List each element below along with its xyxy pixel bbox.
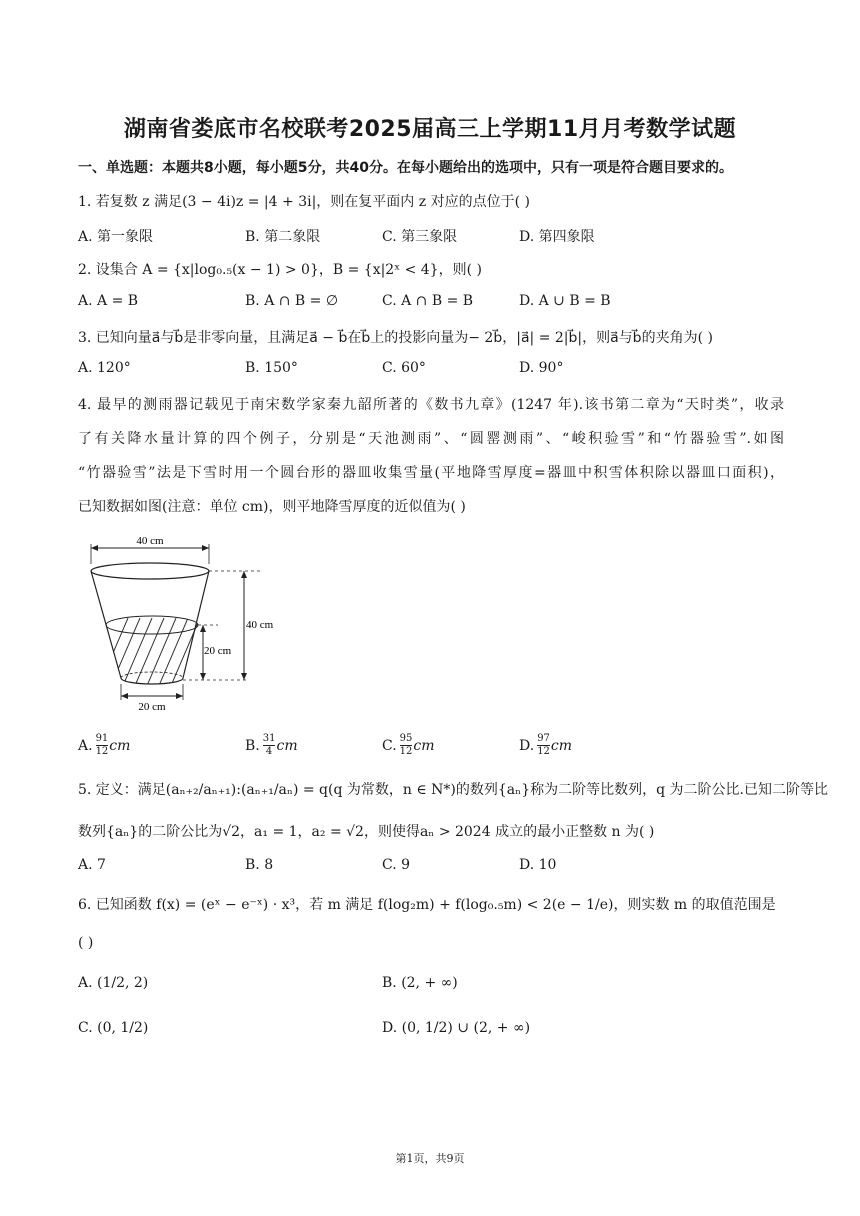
fraction xyxy=(263,733,276,758)
q5-option-a: A. 7 xyxy=(78,857,106,873)
question-3-stem: 3. 已知向量a⃗与b⃗是非零向量，且满足a⃗ − b⃗在b⃗上的投影向量为− 2b⃗，|a⃗| = 2|b⃗|，则a⃗与b⃗的夹角为( ) xyxy=(78,330,713,346)
fraction-numerator: 95 xyxy=(399,733,413,744)
option-letter: A. xyxy=(78,737,93,754)
fraction xyxy=(537,733,550,758)
question-2-stem: 2. 设集合 A = {x|log₀.₅(x − 1) > 0}，B = {x|2ˣ < 4}，则( ) xyxy=(78,262,482,278)
height-label: 40 cm xyxy=(246,619,274,631)
question-4-stem-line-4: 已知数据如图(注意：单位 cm)，则平地降雪厚度的近似值为( ) xyxy=(78,499,466,515)
question-1-stem: 1. 若复数 z 满足(3 − 4i)z = |4 + 3i|，则在复平面内 z 对应的点位于( ) xyxy=(78,194,530,210)
option-letter: B. xyxy=(245,737,260,754)
q1-option-c: C. 第三象限 xyxy=(382,229,458,245)
snow-depth-label: 20 cm xyxy=(204,645,232,657)
q4-option-b xyxy=(245,733,298,758)
question-4-stem-line-1: 4. 最早的测雨器记载见于南宋数学家秦九韶所著的《数书九章》(1247 年).该书第二章为“天时类”，收录 xyxy=(78,397,784,413)
page-footer: 第1页，共9页 xyxy=(395,1152,465,1165)
q3-option-a: A. 120° xyxy=(78,360,131,376)
option-letter: D. xyxy=(519,737,535,754)
q1-option-d: D. 第四象限 xyxy=(519,229,595,245)
q5-option-b: B. 8 xyxy=(245,857,274,873)
q4-option-c xyxy=(382,733,435,758)
q5-option-c: C. 9 xyxy=(382,857,411,873)
bucket-rim xyxy=(91,563,209,579)
page-title: 湖南省娄底市名校联考2025届高三上学期11月月考数学试题 xyxy=(123,117,737,142)
q1-option-a: A. 第一象限 xyxy=(78,229,154,245)
question-4-stem-line-3: “竹器验雪”法是下雪时用一个圆台形的器皿收集雪量(平地降雪厚度=器皿中积雪体积除以器皿口面积)， xyxy=(78,465,784,481)
fraction-denominator: 4 xyxy=(263,745,276,758)
question-4-stem-line-2: 了有关降水量计算的四个例子，分别是“天池测雨”、“圆罂测雨”、“峻积验雪”和“竹器验雪”.如图 xyxy=(78,431,784,447)
question-6-stem-line-1: 6. 已知函数 f(x) = (eˣ − e⁻ˣ) · x³，若 m 满足 f(log₂m) + f(log₀.₅m) < 2(e − 1/e)，则实数 m 的取值范围是 xyxy=(78,897,776,913)
q6-option-d: D. (0, 1/2) ∪ (2, + ∞) xyxy=(382,1020,531,1036)
q6-option-c: C. (0, 1/2) xyxy=(78,1020,149,1036)
q4-option-a xyxy=(78,733,130,758)
section-heading: 一、单选题：本题共8小题，每小题5分，共40分。在每小题给出的选项中，只有一项是符合题目要求的。 xyxy=(78,160,733,176)
fraction-numerator: 31 xyxy=(262,733,276,744)
q4-option-d xyxy=(519,733,572,758)
question-5-stem-line-2: 数列{aₙ}的二阶公比为√2，a₁ = 1，a₂ = √2，则使得aₙ > 2024 成立的最小正整数 n 为( ) xyxy=(78,824,655,840)
option-unit: cm xyxy=(276,737,298,754)
q5-option-d: D. 10 xyxy=(519,857,557,873)
q3-option-d: D. 90° xyxy=(519,360,564,376)
fraction xyxy=(96,733,109,758)
q6-option-b: B. (2, + ∞) xyxy=(382,975,458,991)
fraction-denominator: 12 xyxy=(537,746,550,757)
option-unit: cm xyxy=(550,737,573,754)
option-letter: C. xyxy=(382,737,397,754)
q2-option-c: C. A ∩ B = B xyxy=(382,293,474,309)
bucket-figure xyxy=(78,528,288,718)
q2-option-d: D. A ∪ B = B xyxy=(519,293,611,309)
q3-option-b: B. 150° xyxy=(245,360,298,376)
q6-option-a: A. (1/2, 2) xyxy=(78,975,149,991)
option-unit: cm xyxy=(413,737,435,754)
fraction-denominator: 12 xyxy=(95,746,109,757)
q3-option-c: C. 60° xyxy=(382,360,426,376)
question-5-stem-line-1: 5. 定义：满足(aₙ₊₂/aₙ₊₁):(aₙ₊₁/aₙ) = q(q 为常数，n ∈ N*)的数列{aₙ}称为二阶等比数列，q 为二阶公比.已知二阶等比 xyxy=(78,782,828,798)
fraction-numerator: 97 xyxy=(537,733,550,744)
fraction xyxy=(400,733,413,758)
q2-option-a: A. A = B xyxy=(78,293,139,309)
q1-option-b: B. 第二象限 xyxy=(245,229,321,245)
bottom-width-label: 20 cm xyxy=(138,701,166,713)
q2-option-b: B. A ∩ B = ∅ xyxy=(245,293,339,309)
option-unit: cm xyxy=(109,737,131,754)
question-6-stem-line-2: ( ) xyxy=(78,935,94,951)
fraction-denominator: 12 xyxy=(399,746,413,757)
top-width-label: 40 cm xyxy=(136,535,164,547)
fraction-numerator: 91 xyxy=(95,733,109,744)
